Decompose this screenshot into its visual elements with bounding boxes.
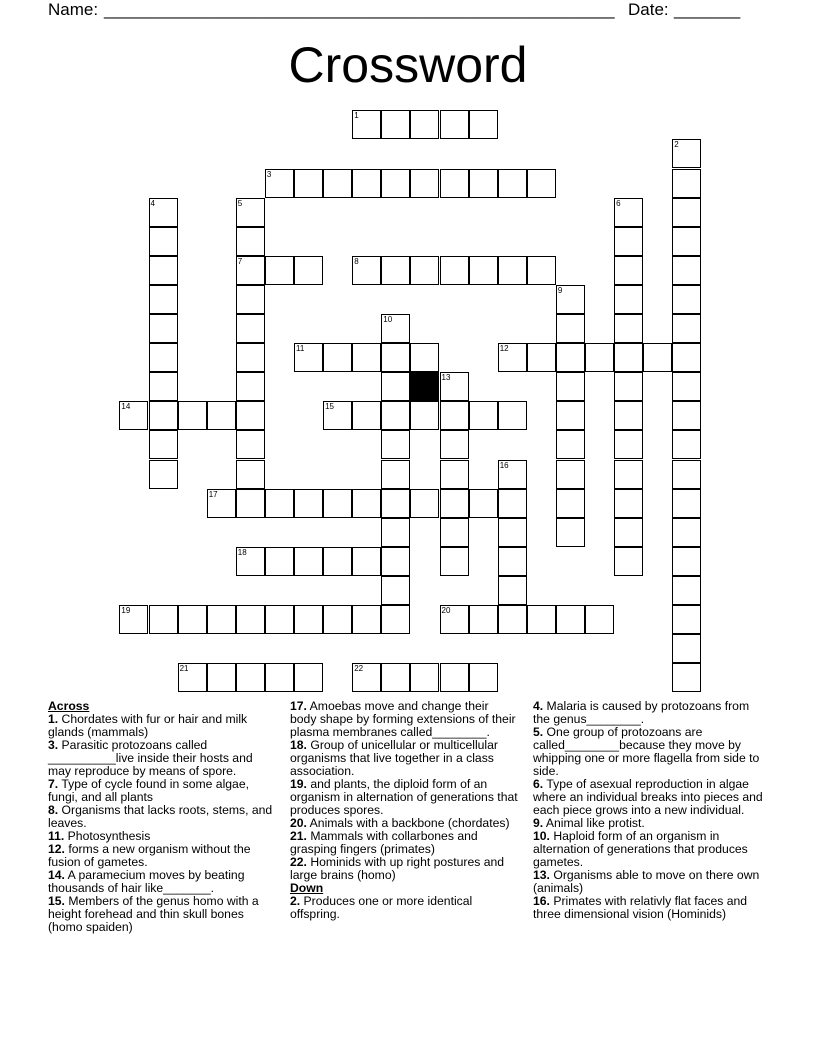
grid-cell[interactable]	[352, 110, 381, 139]
grid-cell[interactable]	[440, 110, 469, 139]
clue-number: 10	[383, 315, 393, 324]
grid-cell[interactable]	[352, 343, 381, 372]
grid-cell[interactable]	[352, 605, 381, 634]
grid-cell[interactable]	[323, 605, 352, 634]
clue-down-13: 13. Organisms able to move on there own (animals)	[533, 868, 760, 895]
grid-cell[interactable]	[672, 169, 701, 198]
grid-cell[interactable]	[614, 227, 643, 256]
name-label: Name:	[48, 0, 99, 19]
grid-cell[interactable]	[265, 169, 294, 198]
grid-cell[interactable]	[381, 169, 410, 198]
grid-cell[interactable]	[265, 489, 294, 518]
grid-cell[interactable]	[469, 256, 498, 285]
grid-cell[interactable]	[236, 343, 265, 372]
grid-cell[interactable]	[294, 663, 323, 692]
clue-down-16: 16. Primates with relativly flat faces and three dimensional vision (Hominids)	[533, 894, 748, 921]
grid-cell[interactable]	[440, 547, 469, 576]
grid-cell[interactable]	[381, 547, 410, 576]
clue-number: 5	[237, 198, 243, 208]
grid-cell[interactable]	[381, 110, 410, 139]
grid-cell[interactable]	[294, 256, 323, 285]
grid-cell[interactable]	[207, 489, 236, 518]
grid-cell[interactable]	[440, 518, 469, 547]
grid-cell[interactable]	[672, 547, 701, 576]
grid-cell[interactable]	[498, 401, 527, 430]
across-heading: Across	[48, 699, 90, 713]
clue-number: 3	[266, 169, 272, 179]
clue-number: 6	[616, 198, 621, 208]
grid-cell[interactable]	[207, 663, 236, 692]
page-title: Crossword	[288, 37, 528, 93]
grid-cell[interactable]	[178, 401, 207, 430]
grid-cell[interactable]	[236, 227, 265, 256]
grid-cell[interactable]	[672, 227, 701, 256]
grid-cell[interactable]	[614, 430, 643, 459]
grid-cell[interactable]	[294, 547, 323, 576]
grid-cell[interactable]	[672, 605, 701, 634]
clue-across-18: 18. Group of unicellular or multicellular organisms that live together in a class association.	[290, 738, 498, 778]
clue-number: 22	[354, 664, 364, 674]
grid-cell[interactable]	[614, 314, 643, 343]
grid-cell[interactable]	[119, 605, 148, 634]
grid-cell[interactable]	[614, 343, 643, 372]
grid-cell[interactable]	[527, 605, 556, 634]
grid-cell[interactable]	[614, 489, 643, 518]
grid-cell[interactable]	[381, 430, 410, 459]
grid-cell[interactable]	[585, 343, 614, 372]
grid-cell[interactable]	[672, 576, 701, 605]
grid-cell[interactable]	[585, 605, 614, 634]
clue-number: 20	[441, 606, 451, 615]
grid-cell[interactable]	[527, 256, 556, 285]
grid-cell[interactable]	[614, 460, 643, 489]
grid-cell[interactable]	[236, 256, 265, 285]
clue-across-15: 15. Members of the genus homo with a height forehead and thin skull bones (homo spaiden)	[48, 894, 259, 934]
grid-cell[interactable]	[352, 489, 381, 518]
grid-cell[interactable]	[265, 663, 294, 692]
grid-cell[interactable]	[498, 547, 527, 576]
grid-cell[interactable]	[149, 227, 178, 256]
clue-down-5: 5. One group of protozoans are called________because they move by whipping one or more flagella from side to side.	[533, 725, 760, 778]
clue-number: 8	[354, 256, 359, 266]
grid-cell[interactable]	[178, 605, 207, 634]
grid-cell[interactable]	[498, 256, 527, 285]
grid-cell[interactable]	[236, 401, 265, 430]
grid-cell[interactable]	[614, 547, 643, 576]
grid-cell[interactable]	[149, 314, 178, 343]
grid-cell[interactable]	[440, 401, 469, 430]
clue-across-1: 1. Chordates with fur or hair and milk glands (mammals)	[48, 712, 248, 739]
grid-cell[interactable]	[672, 663, 701, 692]
grid-cell[interactable]	[614, 285, 643, 314]
grid-cell[interactable]	[614, 256, 643, 285]
clue-number: 19	[121, 606, 131, 615]
clue-across-22: 22. Hominids with up right postures and large brains (homo)	[290, 855, 505, 882]
grid-cell[interactable]	[672, 430, 701, 459]
grid-cell[interactable]	[672, 460, 701, 489]
grid-cell[interactable]	[556, 343, 585, 372]
grid-cell[interactable]	[410, 489, 439, 518]
grid-cell[interactable]	[352, 663, 381, 692]
grid-cell[interactable]	[294, 489, 323, 518]
grid-cell[interactable]	[265, 547, 294, 576]
grid-cell[interactable]	[236, 605, 265, 634]
grid-cell[interactable]	[498, 460, 527, 489]
grid-cell[interactable]	[672, 314, 701, 343]
clue-down-10: 10. Haploid form of an organism in alternation of generations that produces gametes.	[533, 829, 748, 869]
grid-cell[interactable]	[381, 489, 410, 518]
grid-cell[interactable]	[469, 110, 498, 139]
clue-across-17: 17. Amoebas move and change their body shape by forming extensions of their plasma membranes called________.	[290, 699, 516, 739]
grid-cell[interactable]	[498, 605, 527, 634]
grid-cell[interactable]	[440, 256, 469, 285]
grid-cell[interactable]	[119, 401, 148, 430]
grid-cell[interactable]	[149, 198, 178, 227]
date-field[interactable]: _______	[674, 0, 741, 19]
grid-cell[interactable]	[381, 372, 410, 401]
grid-cell[interactable]	[381, 401, 410, 430]
clue-across-14: 14. A paramecium moves by beating thousands of hair like_______.	[48, 868, 245, 895]
clue-column-3	[533, 700, 769, 921]
grid-cell[interactable]	[556, 605, 585, 634]
grid-cell[interactable]	[556, 314, 585, 343]
grid-cell[interactable]	[352, 547, 381, 576]
clue-number: 18	[237, 547, 247, 557]
grid-cell[interactable]	[207, 401, 236, 430]
grid-cell[interactable]	[469, 169, 498, 198]
grid-cell[interactable]	[236, 372, 265, 401]
grid-cell[interactable]	[149, 256, 178, 285]
grid-cell[interactable]	[381, 343, 410, 372]
grid-cell[interactable]	[149, 285, 178, 314]
grid-cell[interactable]	[381, 460, 410, 489]
grid-cell[interactable]	[236, 460, 265, 489]
grid-cell[interactable]	[614, 401, 643, 430]
grid-cell[interactable]	[352, 256, 381, 285]
clue-number: 12	[499, 344, 509, 354]
grid-cell[interactable]	[469, 663, 498, 692]
grid-cell[interactable]	[556, 430, 585, 459]
date-label: Date:	[628, 0, 669, 19]
grid-cell[interactable]	[672, 198, 701, 227]
clue-number: 16	[499, 460, 509, 470]
grid-cell[interactable]	[381, 663, 410, 692]
grid-cell[interactable]	[556, 285, 585, 314]
clue-number: 14	[121, 402, 131, 412]
grid-cell[interactable]	[469, 605, 498, 634]
grid-cell[interactable]	[352, 401, 381, 430]
grid-cell[interactable]	[614, 518, 643, 547]
clue-column-2	[290, 700, 518, 921]
grid-cell[interactable]	[149, 460, 178, 489]
grid-cell[interactable]	[381, 605, 410, 634]
grid-cell[interactable]	[498, 343, 527, 372]
black-cell	[410, 372, 439, 401]
grid-cell[interactable]	[236, 430, 265, 459]
clue-down-4: 4. Malaria is caused by protozoans from the genus________.	[533, 699, 750, 726]
grid-cell[interactable]	[381, 314, 410, 343]
grid-cell[interactable]	[672, 372, 701, 401]
grid-cell[interactable]	[265, 605, 294, 634]
grid-cell[interactable]	[440, 460, 469, 489]
grid-cell[interactable]	[236, 314, 265, 343]
grid-cell[interactable]	[149, 401, 178, 430]
grid-cell[interactable]	[672, 256, 701, 285]
grid-cell[interactable]	[643, 343, 672, 372]
grid-cell[interactable]	[410, 401, 439, 430]
clue-down-6: 6. Type of asexual reproduction in algae where an individual breaks into pieces and each piece grows into a new individual.	[533, 777, 763, 817]
grid-cell[interactable]	[556, 372, 585, 401]
grid-cell[interactable]	[440, 663, 469, 692]
grid-cell[interactable]	[323, 547, 352, 576]
clue-across-12: 12. forms a new organism without the fusion of gametes.	[48, 842, 251, 869]
grid-cell[interactable]	[469, 489, 498, 518]
grid-cell[interactable]	[498, 169, 527, 198]
grid-cell[interactable]	[323, 401, 352, 430]
grid-cell[interactable]	[381, 256, 410, 285]
grid-cell[interactable]	[207, 605, 236, 634]
grid-cell[interactable]	[323, 489, 352, 518]
down-heading: Down	[290, 881, 324, 895]
grid-cell[interactable]	[410, 343, 439, 372]
grid-cell[interactable]	[294, 343, 323, 372]
grid-cell[interactable]	[556, 401, 585, 430]
grid-cell[interactable]	[352, 169, 381, 198]
grid-cell[interactable]	[498, 576, 527, 605]
grid-cell[interactable]	[556, 460, 585, 489]
clue-across-21: 21. Mammals with collarbones and grasping fingers (primates)	[290, 829, 478, 856]
grid-cell[interactable]	[556, 489, 585, 518]
grid-cell[interactable]	[672, 139, 701, 168]
grid-cell[interactable]	[527, 169, 556, 198]
grid-cell[interactable]	[440, 489, 469, 518]
grid-cell[interactable]	[149, 430, 178, 459]
grid-cell[interactable]	[469, 401, 498, 430]
grid-cell[interactable]	[498, 518, 527, 547]
clue-number: 15	[325, 402, 334, 412]
grid-cell[interactable]	[410, 110, 439, 139]
clue-number: 17	[208, 489, 218, 499]
grid-cell[interactable]	[323, 169, 352, 198]
clue-across-19: 19. and plants, the diploid form of an organism in alternation of generations that produces spores.	[290, 777, 518, 817]
clue-number: 1	[354, 111, 359, 121]
name-field[interactable]: ______________________________________________________	[104, 0, 615, 19]
grid-cell[interactable]	[236, 547, 265, 576]
clue-down-9: 9. Animal like protist.	[533, 816, 645, 830]
clue-across-20: 20. Animals with a backbone (chordates)	[290, 816, 510, 830]
grid-cell[interactable]	[410, 256, 439, 285]
clue-across-11: 11. Photosynthesis	[48, 829, 151, 843]
clue-column-1	[48, 700, 274, 934]
grid-cell[interactable]	[149, 372, 178, 401]
grid-cell[interactable]	[236, 489, 265, 518]
grid-cell[interactable]	[672, 343, 701, 372]
clue-list	[0, 700, 816, 1056]
clue-across-8: 8. Organisms that lacks roots, stems, and leaves.	[48, 803, 273, 830]
clue-number: 21	[179, 664, 189, 674]
grid-cell[interactable]	[672, 634, 701, 663]
grid-cell[interactable]	[236, 198, 265, 227]
grid-cell[interactable]	[498, 489, 527, 518]
grid-cell[interactable]	[236, 663, 265, 692]
grid-cell[interactable]	[440, 605, 469, 634]
clue-number: 13	[441, 373, 451, 383]
grid-cell[interactable]	[265, 256, 294, 285]
grid-cell[interactable]	[323, 343, 352, 372]
grid-cell[interactable]	[410, 663, 439, 692]
grid-cell[interactable]	[178, 663, 207, 692]
grid-cell[interactable]	[672, 285, 701, 314]
grid-cell[interactable]	[381, 576, 410, 605]
grid-cell[interactable]	[672, 401, 701, 430]
grid-cell[interactable]	[440, 372, 469, 401]
grid-cell[interactable]	[440, 169, 469, 198]
grid-cell[interactable]	[149, 605, 178, 634]
clue-across-3: 3. Parasitic protozoans called __________live inside their hosts and may reproduce by means of spore.	[48, 738, 253, 778]
grid-cell[interactable]	[672, 518, 701, 547]
clue-number: 2	[674, 140, 679, 150]
grid-cell[interactable]	[294, 169, 323, 198]
clue-number: 9	[557, 285, 563, 295]
grid-cell[interactable]	[527, 343, 556, 372]
grid-cell[interactable]	[381, 518, 410, 547]
grid-cell[interactable]	[614, 198, 643, 227]
clue-number: 11	[296, 344, 305, 354]
clue-down-2: 2. Produces one or more identical offspring.	[290, 894, 473, 921]
clue-number: 7	[237, 256, 243, 266]
clue-across-7: 7. Type of cycle found in some algae, fungi, and all plants	[48, 777, 249, 804]
grid-cell[interactable]	[236, 285, 265, 314]
grid-cell[interactable]	[614, 372, 643, 401]
clue-number: 4	[150, 198, 155, 208]
grid-cell[interactable]	[149, 343, 178, 372]
grid-cell[interactable]	[672, 489, 701, 518]
grid-cell[interactable]	[440, 430, 469, 459]
grid-cell[interactable]	[410, 169, 439, 198]
grid-cell[interactable]	[294, 605, 323, 634]
grid-cell[interactable]	[556, 518, 585, 547]
